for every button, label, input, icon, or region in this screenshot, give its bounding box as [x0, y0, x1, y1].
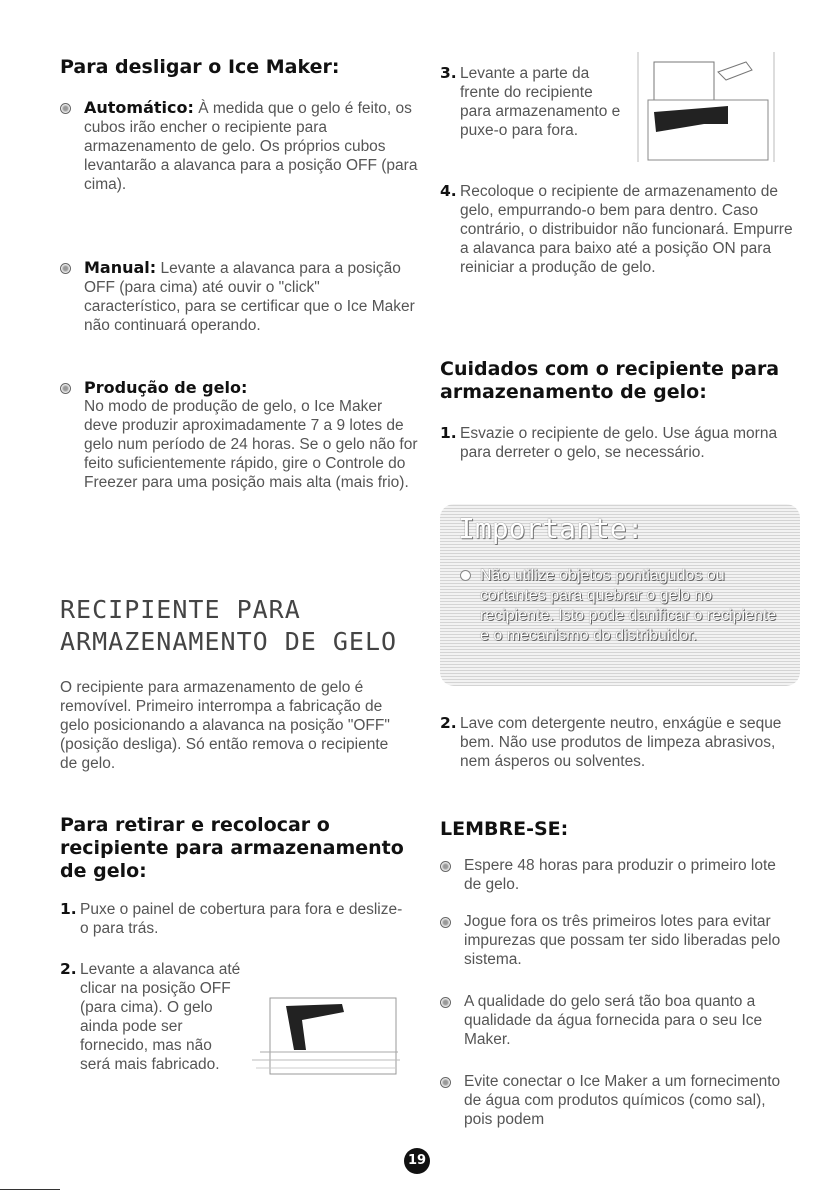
lever-illustration	[246, 990, 404, 1082]
reminder-1: Espere 48 horas para produzir o primeiro lote de gelo.	[440, 856, 792, 894]
bullet-icon	[60, 103, 71, 114]
footer-rule	[0, 1189, 60, 1190]
bullet-icon	[440, 861, 451, 872]
section-text: O recipiente para armazenamento de gelo é removível. Primeiro interrompa a fabricação de gelo posicionando a alavanca na posição "OFF" (posição desliga). Só então remova o recipiente de gelo.	[60, 679, 390, 772]
bullet-producao: Produção de gelo: No modo de produção de gelo, o Ice Maker deve produzir aproximadamente 7 a 9 lotes de gelo num período de 24 horas. Se o gelo não for feito suficientemente rápido, gire o Controle do Freezer para uma posição mais alta (mais frio).	[60, 378, 420, 492]
care-step-1: 1. Esvazie o recipiente de gelo. Use água morna para derreter o gelo, se necessário.	[440, 424, 778, 461]
important-text: Não utilize objetos pontiagudos ou cortantes para quebrar o gelo no recipiente. Isto pode danificar o recipiente e o mecanismo do distribuidor.	[480, 567, 777, 644]
heading-desligar: Para desligar o Ice Maker:	[60, 56, 340, 78]
step-2: 2. Levante a alavanca até clicar na posição OFF (para cima). O gelo ainda pode ser fornecido, mas não será mais fabricado.	[60, 960, 241, 1073]
bullet-manual: Manual: Levante a alavanca para a posição OFF (para cima) até ouvir o "click" característico, para se certificar que o Ice Maker não continuará operando.	[60, 258, 420, 335]
important-box	[440, 504, 800, 686]
reminder-3: A qualidade do gelo será tão boa quanto a qualidade da água fornecida para o seu Ice Maker.	[440, 992, 792, 1049]
heading-retirar: Para retirar e recolocar o recipiente para armazenamento de gelo:	[60, 814, 404, 882]
bullet-icon	[60, 383, 71, 394]
step-4: 4. Recoloque o recipiente de armazenamento de gelo, empurrando-o bem para dentro. Caso contrário, o distribuidor não funcionará. Empurre a alavanca para baixo até a posição ON para reiniciar a produção de gelo.	[440, 182, 793, 276]
bullet-icon	[440, 997, 451, 1008]
heading-lembre: LEMBRE-SE:	[440, 818, 569, 840]
bullet-automatico: Automático: À medida que o gelo é feito, os cubos irão encher o recipiente para armazenamento de gelo. Os próprios cubos levantarão a alavanca para a posição OFF (para cima).	[60, 98, 420, 194]
bullet-icon	[60, 263, 71, 274]
bin-illustration	[634, 52, 782, 164]
care-step-2: 2. Lave com detergente neutro, enxágüe e seque bem. Não use produtos de limpeza abrasivos, nem ásperos ou solventes.	[440, 714, 782, 770]
reminder-2: Jogue fora os três primeiros lotes para evitar impurezas que possam ter sido liberadas pelo sistema.	[440, 912, 792, 969]
section-title: RECIPIENTE PARA ARMAZENAMENTO DE GELO	[60, 595, 398, 656]
bullet-icon	[460, 570, 471, 581]
reminder-4: Evite conectar o Ice Maker a um fornecimento de água com produtos químicos (como sal), pois podem	[440, 1072, 792, 1129]
step-3: 3. Levante a parte da frente do recipiente para armazenamento e puxe-o para fora.	[440, 64, 621, 139]
heading-cuidados: Cuidados com o recipiente para armazenamento de gelo:	[440, 358, 780, 403]
step-1: 1. Puxe o painel de cobertura para fora e deslize-o para trás.	[60, 900, 403, 937]
page-number: 19	[404, 1148, 430, 1174]
bullet-icon	[440, 1077, 451, 1088]
bullet-icon	[440, 917, 451, 928]
important-title: Importante:	[458, 512, 644, 545]
